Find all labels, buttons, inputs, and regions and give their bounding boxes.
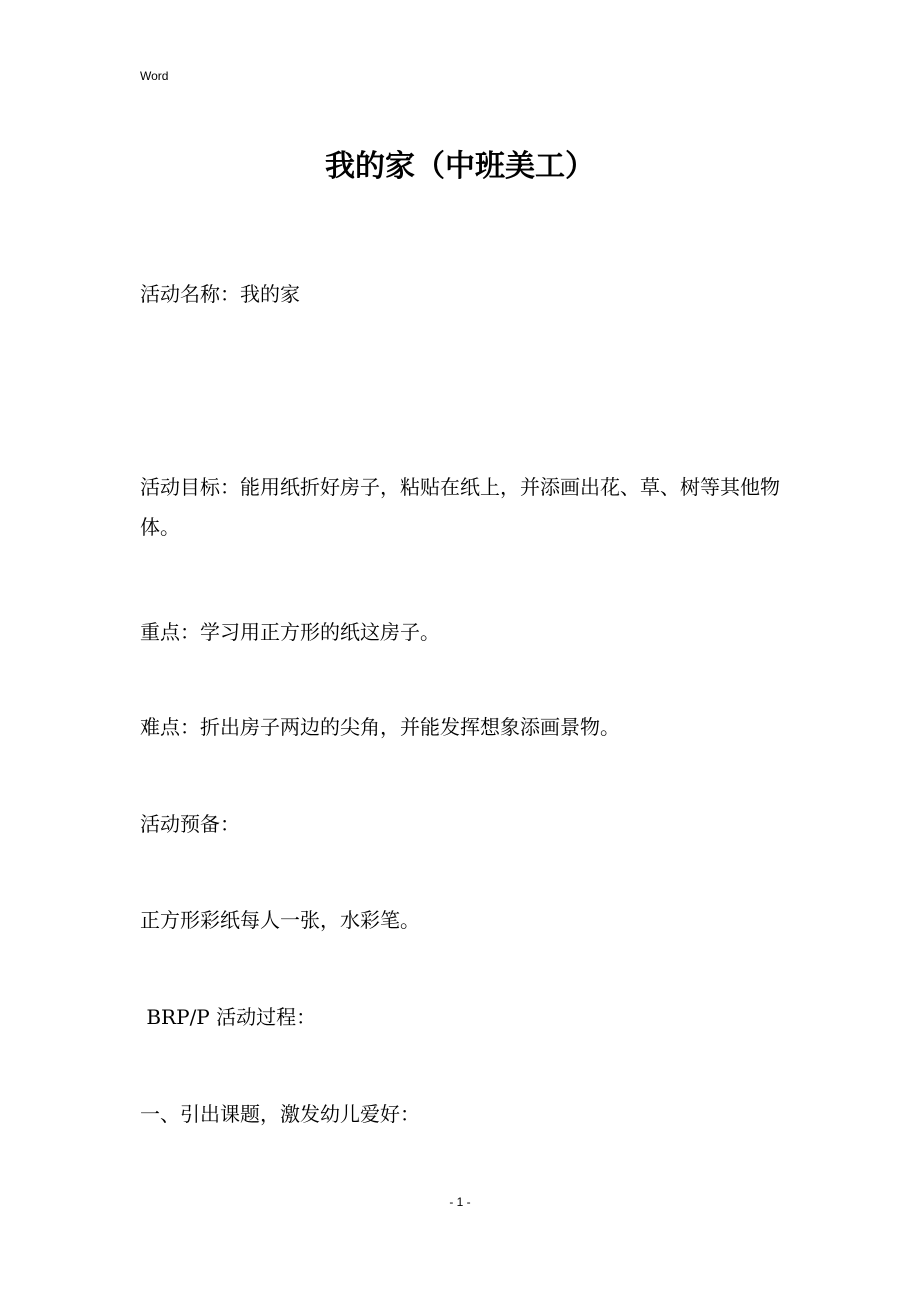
paragraph-activity-name: 活动名称：我的家 [140, 282, 300, 306]
paragraph-step-one: 一、引出课题，激发幼儿爱好： [140, 1102, 420, 1126]
page-number: - 1 - [449, 1195, 471, 1209]
header-label: Word [140, 69, 169, 83]
paragraph-preparation-materials: 正方形彩纸每人一张，水彩笔。 [140, 908, 420, 932]
paragraph-activity-goal: 活动目标：能用纸折好房子，粘贴在纸上，并添画出花、草、树等其他物体。 [140, 475, 780, 539]
document-title: 我的家（中班美工） [325, 149, 595, 184]
paragraph-key-point: 重点：学习用正方形的纸这房子。 [140, 620, 440, 644]
paragraph-preparation-heading: 活动预备： [140, 812, 240, 836]
paragraph-process-heading: BRP/P 活动过程： [140, 1005, 317, 1029]
paragraph-difficulty: 难点：折出房子两边的尖角，并能发挥想象添画景物。 [140, 715, 620, 739]
